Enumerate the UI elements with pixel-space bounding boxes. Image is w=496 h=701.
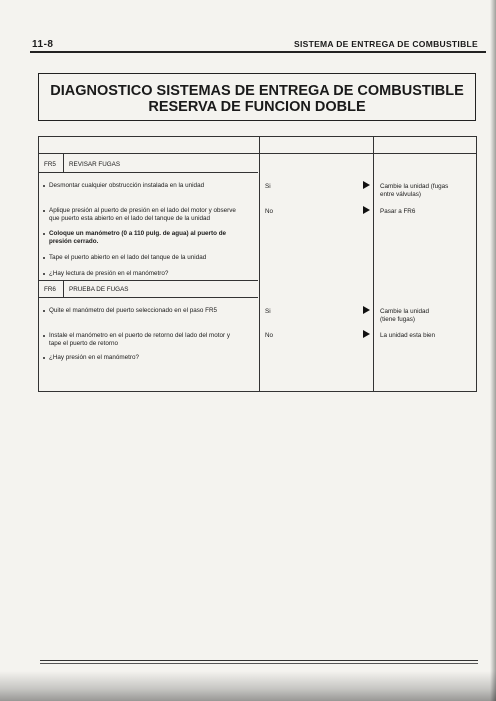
step-code-divider [63, 153, 64, 172]
result-outcome: Cambie la unidad (fugas [380, 183, 449, 190]
arrow-right-icon [363, 206, 370, 214]
action-item: presión cerrado. [49, 238, 99, 245]
step-name: PRUEBA DE FUGAS [69, 286, 129, 293]
action-item: Desmontar cualquier obstrucción instalada en la unidad [49, 182, 205, 189]
action-item: tape el puerto de retorno [49, 340, 118, 347]
result-answer: No [265, 332, 274, 339]
result-outcome: Pasar a FR6 [380, 208, 416, 215]
bullet [43, 210, 45, 212]
footer-rule [40, 663, 478, 664]
diagnostic-table [38, 136, 477, 392]
action-item: Tape el puerto abierto en el lado del tanque de la unidad [49, 254, 207, 261]
action-item: Quite el manómetro del puerto seleccionado en el paso FR5 [49, 307, 218, 314]
action-item: Aplique presión al puerto de presión en el lado del motor y observe [49, 207, 236, 214]
scan-edge-shadow [490, 0, 496, 701]
action-item: que puerto esta abierto en el lado del tanque de la unidad [49, 215, 211, 222]
step-code-divider [63, 280, 64, 297]
header-row-rule [39, 153, 476, 154]
column-divider [373, 137, 374, 391]
bullet [43, 185, 45, 187]
step-label-rule [39, 297, 258, 298]
page-number: 11-8 [32, 39, 54, 50]
result-outcome: La unidad esta bien [380, 332, 435, 339]
action-item: ¿Hay presión en el manómetro? [49, 354, 139, 361]
title-line-2: RESERVA DE FUNCION DOBLE [148, 99, 366, 115]
result-answer: Si [265, 308, 271, 315]
bullet [43, 357, 45, 359]
step-separator [39, 280, 258, 281]
arrow-right-icon [363, 181, 370, 189]
scan-shadow [0, 671, 496, 701]
action-item: ¿Hay lectura de presión en el manómetro? [49, 270, 169, 277]
result-answer: Si [265, 183, 271, 190]
arrow-right-icon [363, 306, 370, 314]
action-item: Instale el manómetro en el puerto de retorno del lado del motor y [49, 332, 230, 339]
step-label-rule [39, 172, 258, 173]
bullet [43, 273, 45, 275]
step-name: REVISAR FUGAS [69, 161, 121, 168]
step-code: FR5 [44, 161, 56, 168]
bullet [43, 257, 45, 259]
column-divider [259, 137, 260, 391]
result-outcome: entre válvulas) [380, 191, 421, 198]
footer-rule [40, 660, 478, 661]
action-item: Coloque un manómetro (0 a 110 pulg. de agua) al puerto de [49, 230, 227, 237]
section-title: SISTEMA DE ENTREGA DE COMBUSTIBLE [293, 39, 478, 49]
header-rule [30, 51, 486, 53]
title-line-1: DIAGNOSTICO SISTEMAS DE ENTREGA DE COMBUSTIBLE [50, 83, 464, 99]
bullet [43, 233, 45, 235]
title-box [38, 73, 476, 121]
result-outcome: (tiene fugas) [380, 316, 416, 323]
step-code: FR6 [44, 286, 56, 293]
bullet [43, 335, 45, 337]
arrow-right-icon [363, 330, 370, 338]
result-outcome: Cambie la unidad [380, 308, 430, 315]
bullet [43, 310, 45, 312]
result-answer: No [265, 208, 274, 215]
